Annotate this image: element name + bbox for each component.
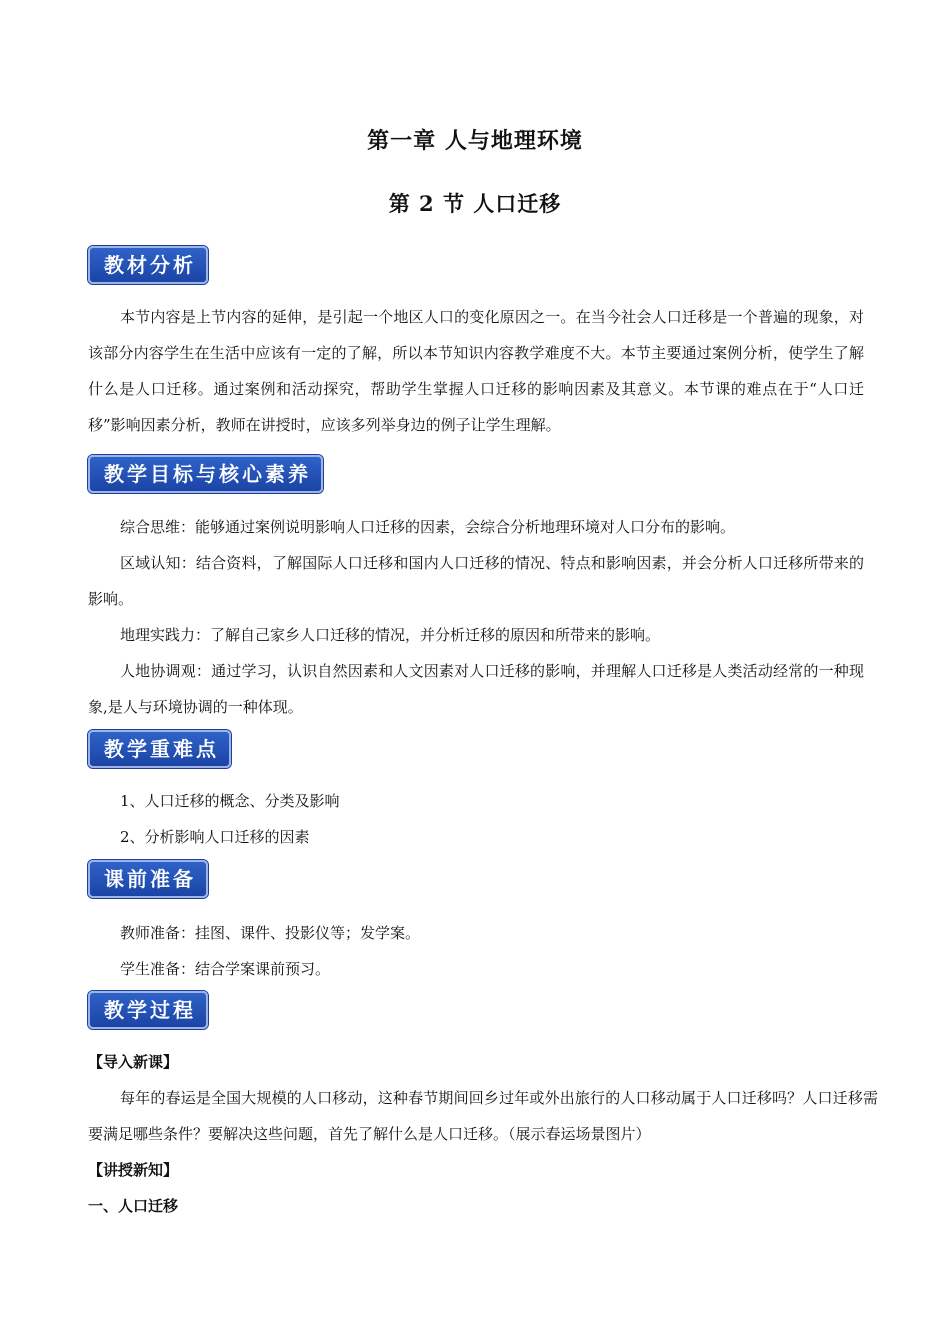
new-knowledge-heading: 【讲授新知】 [88,1161,179,1179]
objective-integrated-thinking: 综合思维：能够通过案例说明影响人口迁移的因素，会综合分析地理环境对人口分布的影响。 [120,518,736,536]
objective-human-land-harmony: 人地协调观：通过学习，认识自然因素和人文因素对人口迁移的影响，并理解人口迁移是人类活动经常的一种现象,是人与环境协调的一种体现。 [88,662,864,716]
key-point-1: 1、人口迁移的概念、分类及影响 [120,792,340,810]
analysis-paragraph: 本节内容是上节内容的延伸，是引起一个地区人口的变化原因之一。在当今社会人口迁移是一个普遍的现象，对该部分内容学生在生活中应该有一定的了解，所以本节知识内容教学难度不大。本节主要通过案例分析，使学生了解什么是人口迁移。通过案例和活动探究，帮助学生掌握人口迁移的影响因素及其意义。本节课的难点在于“人口迁移”影响因素分析，教师在讲授时，应该多列举身边的例子让学生理解。 [88,308,864,434]
objective-geo-practice: 地理实践力：了解自己家乡人口迁移的情况，并分析迁移的原因和所带来的影响。 [120,626,661,644]
subsection-heading: 一、人口迁移 [88,1197,179,1215]
section-title: 第 2 节 人口迁移 [388,191,562,216]
badge-key-points: 教学重难点 [88,730,231,768]
intro-paragraph: 每年的春运是全国大规模的人口移动，这种春节期间回乡过年或外出旅行的人口移动属于人口迁移吗？人口迁移需要满足哪些条件？要解决这些问题，首先了解什么是人口迁移。（展示春运场景图片） [88,1089,878,1143]
intro-heading: 【导入新课】 [88,1053,179,1071]
objective-regional-awareness: 区域认知：结合资料，了解国际人口迁移和国内人口迁移的情况、特点和影响因素，并会分析人口迁移所带来的影响。 [88,554,864,608]
chapter-title: 第一章 人与地理环境 [367,128,583,154]
teacher-preparation: 教师准备：挂图、课件、投影仪等；发学案。 [120,924,421,942]
badge-textbook-analysis: 教材分析 [88,246,208,284]
key-point-2: 2、分析影响人口迁移的因素 [120,828,310,846]
badge-preparation: 课前准备 [88,860,208,898]
badge-teaching-process: 教学过程 [88,991,208,1029]
badge-objectives: 教学目标与核心素养 [88,455,323,493]
student-preparation: 学生准备：结合学案课前预习。 [120,960,331,978]
